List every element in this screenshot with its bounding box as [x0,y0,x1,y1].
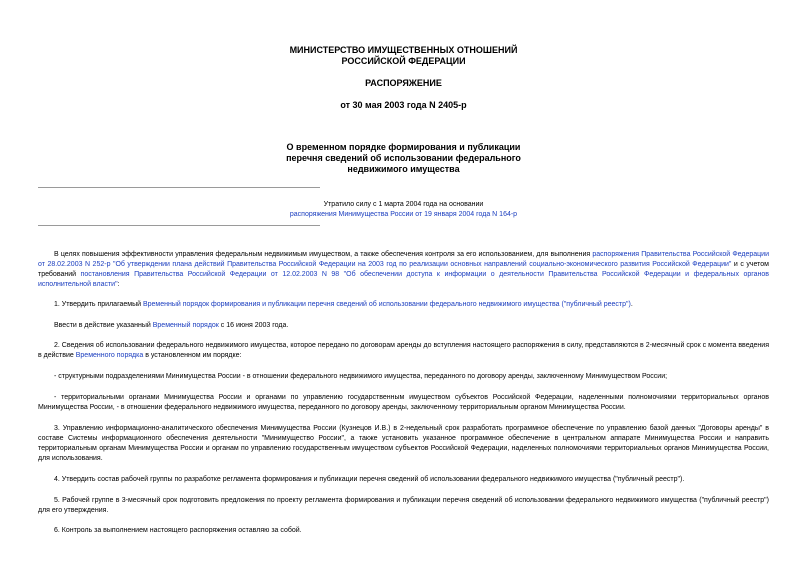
p1b-text-1: Ввести в действие указанный [54,322,153,329]
p2-link-temporary-order[interactable]: Временного порядка [75,352,144,359]
p1b-link-temporary-order[interactable]: Временный порядок [152,322,219,329]
paragraph-intro [38,250,769,290]
p1-link-temporary-order[interactable]: Временный порядок формирования и публикации перечня сведений об использовании федерального недвижимого имущества ("публичный реестр") [142,301,631,308]
status-link-line [0,210,807,220]
intro-link-resolution-98[interactable]: постановления Правительства Российской Федерации от 12.02.2003 N 98 "Об обеспечении доступа к информации о деятельности Правительства Российской Федерации и федеральных органов исполнительной власти" [38,271,769,288]
paragraph-4: 4. Утвердить состав рабочей группы по разработке регламента формирования и публикации перечня сведений об использовании федерального недвижимого имущества ("публичный реестр"). [54,476,685,483]
p1b-text-2: с 16 июня 2003 года. [218,322,289,329]
paragraph-2b: - территориальными органами Минимущества России и органами по управлению государственным имуществом субъектов Российской Федерации, наделенными полномочиями территориальных органов Минимущества России, - в отношении федерального недвижимого имущества, переданного по договору аренды, заключенному территориальным органом Минимущества России. [38,394,769,411]
paragraph-2a: - структурными подразделениями Минимущества России - в отношении федерального недвижимого имущества, переданного по договору аренды, заключенному Минимуществом России; [54,373,668,380]
document-date: от 30 мая 2003 года N 2405-р [340,100,467,110]
p1-text-2: . [630,301,633,308]
ministry-name-line2: РОССИЙСКОЙ ФЕДЕРАЦИИ [341,56,466,66]
status-link[interactable]: распоряжения Минимущества России от 19 января 2004 года N 164-р [289,211,518,218]
paragraph-1b [38,321,769,331]
p2-text-2: в установленном им порядке: [143,352,242,359]
document-title-line3: недвижимого имущества [347,164,460,174]
p2-text-1: 2. Сведения об использовании федерального недвижимого имущества, которое передано по договорам аренды до вступления настоящего распоряжения в силу, представляются в 2-месячный срок с момента введения в действие [38,342,769,359]
document-type: РАСПОРЯЖЕНИЕ [365,78,442,88]
intro-text-1: В целях повышения эффективности управления федеральным недвижимым имуществом, а также обеспечения контроля за его использованием, для выполнения [54,251,593,258]
status-note: Утратило силу с 1 марта 2004 года на основании [323,201,484,208]
paragraph-6: 6. Контроль за выполнением настоящего распоряжения оставляю за собой. [54,527,302,534]
document-title-line2: перечня сведений об использовании федерального [286,153,521,163]
intro-link-decree-252[interactable]: распоряжения Правительства Российской Федерации от 28.02.2003 N 252-р "Об утверждении плана действий Правительства Российской Федерации на 2003 год по реализации основных направлений социально-экономического развития Российской Федерации" [38,251,769,268]
intro-text-3: : [117,281,120,288]
divider-top [38,187,320,188]
paragraph-3: 3. Управлению информационно-аналитического обеспечения Минимущества России (Кузнецов И.В.) в 2-недельный срок разработать программное обеспечение по управлению базой данных "Договоры аренды" в составе Системы информационного обеспечения деятельности "Минимущество России", а также установить указанное программное обеспечение в центральном аппарате Минимущества России и направить территориальным органам Минимущества России и органам по управлению государственным имуществом субъектов Российской Федерации, наделенных полномочиями территориальных органов Минимущества России, для использования. [38,425,769,462]
paragraph-1 [38,300,769,310]
document-title-line1: О временном порядке формирования и публикации [286,142,521,152]
divider-bottom [38,225,320,226]
paragraph-5: 5. Рабочей группе в 3-месячный срок подготовить предложения по проекту регламента формирования и публикации перечня сведений об использовании федерального недвижимого имущества ("публичный реестр") для его утверждения. [38,497,769,514]
intro-text-2: и с учетом требований [38,261,769,278]
paragraph-2 [38,341,769,361]
p1-text-1: 1. Утвердить прилагаемый [54,301,143,308]
ministry-name-line1: МИНИСТЕРСТВО ИМУЩЕСТВЕННЫХ ОТНОШЕНИЙ [289,45,518,55]
